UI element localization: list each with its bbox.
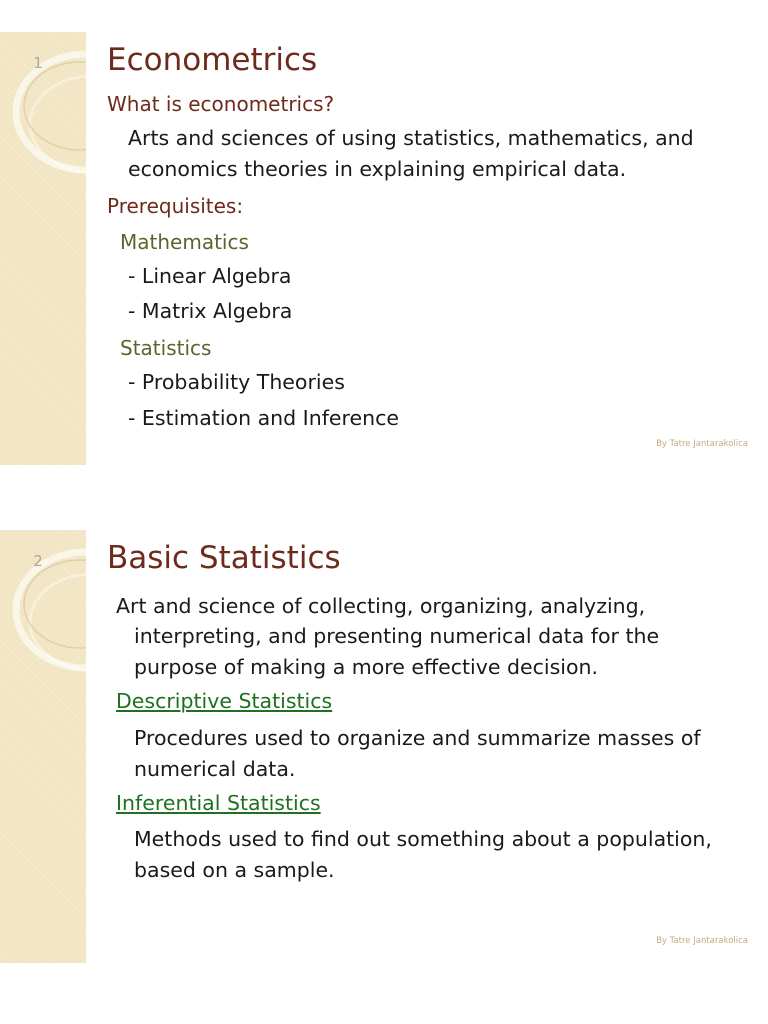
descriptive-statistics-link[interactable]: Descriptive Statistics — [116, 689, 333, 713]
slide-number: 1 — [33, 54, 43, 72]
intro-line: Art and science of collecting, organizing, analyzing, — [116, 594, 646, 618]
mathematics-heading: Mathematics — [120, 230, 249, 254]
answer-line: economics theories in explaining empirical data. — [128, 157, 627, 181]
decorative-swirl-icon — [0, 32, 86, 465]
list-item: - Estimation and Inference — [128, 406, 400, 430]
list-item: - Matrix Algebra — [128, 299, 293, 323]
answer-line: Arts and sciences of using statistics, mathematics, and — [128, 126, 694, 150]
slide-title: Basic Statistics — [107, 540, 341, 576]
intro-line: purpose of making a more effective decision. — [134, 655, 599, 679]
descriptive-text: Procedures used to organize and summarize masses of — [134, 726, 701, 750]
prerequisites-heading: Prerequisites: — [107, 194, 244, 218]
list-item: - Probability Theories — [128, 370, 345, 394]
slide-number: 2 — [33, 552, 43, 570]
inferential-text: Methods used to find out something about a population, — [134, 827, 712, 851]
slide-1 — [0, 32, 768, 465]
slide-title: Econometrics — [107, 42, 318, 78]
inferential-text: based on a sample. — [134, 858, 335, 882]
decorative-swirl-icon — [0, 530, 86, 963]
decorative-side-band — [0, 530, 86, 963]
descriptive-text: numerical data. — [134, 757, 296, 781]
decorative-side-band — [0, 32, 86, 465]
list-item: - Linear Algebra — [128, 264, 292, 288]
intro-line: interpreting, and presenting numerical data for the — [134, 624, 660, 648]
slide-footer: By Tatre Jantarakolica — [656, 439, 748, 449]
slide-footer: By Tatre Jantarakolica — [656, 936, 748, 946]
inferential-statistics-link[interactable]: Inferential Statistics — [116, 791, 321, 815]
statistics-heading: Statistics — [120, 336, 212, 360]
question-heading: What is econometrics? — [107, 92, 335, 116]
slide-2 — [0, 530, 768, 963]
